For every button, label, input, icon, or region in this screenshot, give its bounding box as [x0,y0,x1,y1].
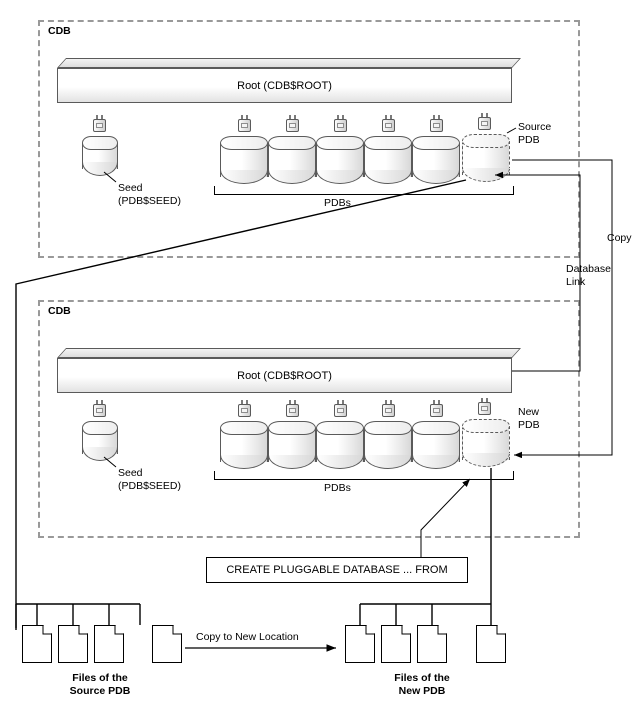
target-pdb-4-plug-icon [382,400,395,417]
target-pdb-3-plug-icon [334,400,347,417]
source-seed-label-line1: Seed [118,182,143,194]
source-pdb-4-plug-icon [382,115,395,132]
new-pdb-label-line2: PDB [518,419,540,431]
source-root-label: Root (CDB$ROOT) [237,79,332,92]
target-new-pdb-cylinder [462,419,510,467]
target-pdbs-brace [214,471,514,480]
target-seed-cylinder [82,421,118,461]
new-files-label-line2: New PDB [398,685,446,697]
target-pdb-3-cylinder [316,421,364,469]
source-root-bar [57,58,512,103]
target-pdb-5-cylinder [412,421,460,469]
source-root-bar-top [57,58,521,68]
target-new-pdb-plug-icon [478,398,491,415]
new-file-4 [476,625,506,663]
source-file-1 [22,625,52,663]
source-pdb-3-cylinder [316,136,364,184]
copy-to-new-location-label: Copy to New Location [196,631,299,643]
target-root-bar-face [57,358,512,393]
source-pdbs-label: PDBs [324,197,351,209]
target-root-label: Root (CDB$ROOT) [237,369,332,382]
target-pdb-5-plug-icon [430,400,443,417]
source-pdb-3-plug-icon [334,115,347,132]
source-files-label-line2: Source PDB [69,685,131,697]
new-file-3 [417,625,447,663]
source-pdb-6-plug-icon [478,113,491,130]
source-seed-cylinder [82,136,118,176]
target-pdb-1-plug-icon [238,400,251,417]
source-pdb-1-plug-icon [238,115,251,132]
target-pdb-2-plug-icon [286,400,299,417]
source-pdb-5-plug-icon [430,115,443,132]
target-root-bar-top [57,348,521,358]
target-pdb-4-cylinder [364,421,412,469]
database-link-label-line2: Link [566,276,586,288]
new-pdb-label-line1: New [518,406,540,418]
source-file-3 [94,625,124,663]
target-cdb-label: CDB [48,305,71,317]
source-pdb-label-line1: Source [518,121,552,133]
source-pdb-5-cylinder [412,136,460,184]
new-file-1 [345,625,375,663]
source-cdb-label: CDB [48,25,71,37]
target-pdb-2-cylinder [268,421,316,469]
source-files-label-line1: Files of the [72,672,128,684]
create-pluggable-database-command-text: CREATE PLUGGABLE DATABASE ... FROM [226,564,448,576]
source-pdbs-brace [214,186,514,195]
new-files-label-line1: Files of the [394,672,450,684]
database-link-label-line1: Database [566,263,611,275]
target-root-bar [57,348,512,393]
new-file-2 [381,625,411,663]
target-seed-plug-icon [93,400,106,417]
source-root-bar-face [57,68,512,103]
source-pdb-2-cylinder [268,136,316,184]
source-pdb-2-plug-icon [286,115,299,132]
target-seed-label-line2: (PDB$SEED) [118,480,182,492]
source-file-4 [152,625,182,663]
copy-connector-label: Copy [607,232,632,244]
target-seed-label-line1: Seed [118,467,143,479]
source-seed-label-line2: (PDB$SEED) [118,195,182,207]
source-pdb-4-cylinder [364,136,412,184]
source-pdb-label-line2: PDB [518,134,540,146]
source-pdb-highlight-cylinder [462,134,510,182]
source-pdb-1-cylinder [220,136,268,184]
target-pdb-1-cylinder [220,421,268,469]
create-pluggable-database-command-box [206,557,468,583]
source-seed-plug-icon [93,115,106,132]
target-pdbs-label: PDBs [324,482,351,494]
source-file-2 [58,625,88,663]
